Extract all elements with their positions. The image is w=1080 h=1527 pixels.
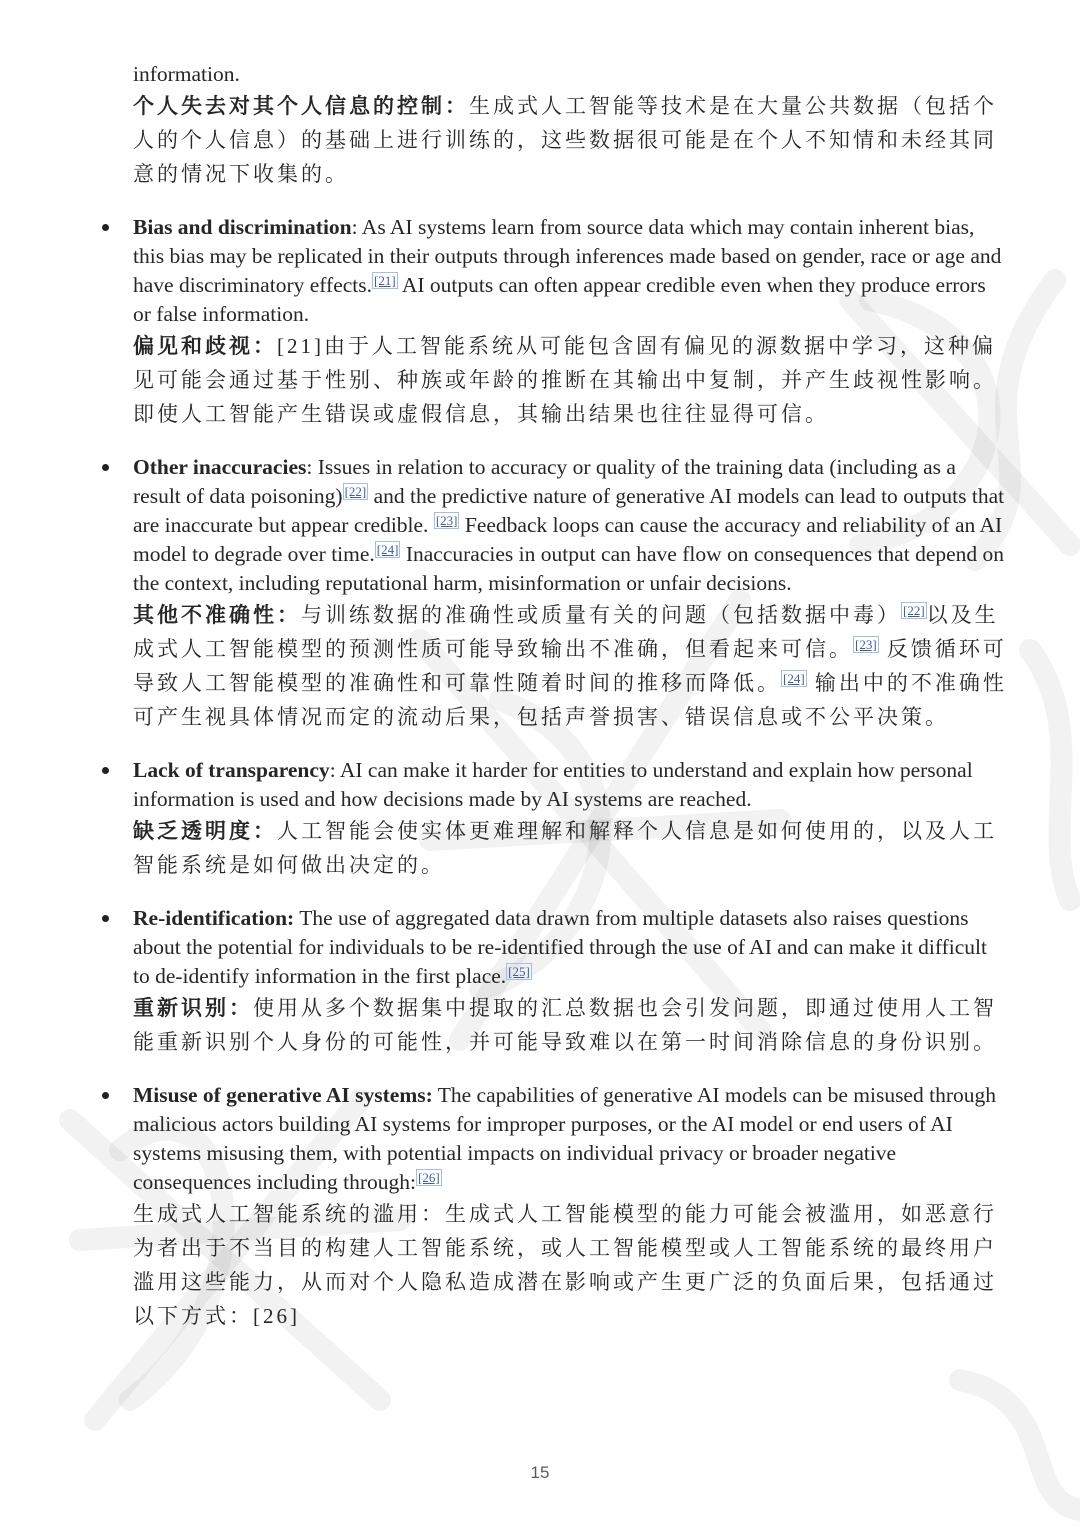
list-item-bias-discrimination bbox=[133, 213, 1007, 431]
footnote-ref bbox=[901, 603, 927, 618]
body-text: : Issues in relation to accuracy or quality of the training data (including as a result of data poisoning) bbox=[133, 455, 956, 508]
term-label: Misuse of generative AI systems: bbox=[133, 1083, 433, 1107]
footnote-ref-link[interactable]: [21] bbox=[374, 273, 396, 288]
list-item-re-identification bbox=[133, 904, 1007, 1059]
bullet-icon bbox=[102, 767, 109, 774]
footnote-ref-link[interactable]: [22] bbox=[344, 484, 367, 499]
bullet-paragraph bbox=[133, 1081, 1007, 1333]
body-text: 生成式人工智能系统的滥用：生成式人工智能模型的能力可能会被滥用，如恶意行为者出于不当目的构建人工智能系统，或人工智能模型或人工智能系统的最终用户滥用这些能力，从而对个人隐私造成潜在影响或产生更广泛的负面后果，包括通过以下方式：[26] bbox=[133, 1202, 997, 1328]
term-label: Re-identification: bbox=[133, 906, 295, 930]
list-item-misuse-generative-ai bbox=[133, 1081, 1007, 1333]
footnote-ref-link[interactable]: [24] bbox=[376, 542, 399, 557]
footnote-ref-link[interactable]: [26] bbox=[418, 1170, 440, 1185]
page-number: 15 bbox=[530, 1463, 550, 1482]
footnote-ref bbox=[853, 637, 879, 652]
footnote-ref-link[interactable]: [24] bbox=[783, 671, 805, 686]
footnote-ref-link[interactable]: [23] bbox=[435, 513, 458, 528]
term-label: 个人失去对其个人信息的控制： bbox=[133, 94, 469, 118]
body-text: 使用从多个数据集中提取的汇总数据也会引发问题，即通过使用人工智能重新识别个人身份的可能性，并可能导致难以在第一时间消除信息的身份识别。 bbox=[133, 996, 997, 1054]
body-text: [21]由于人工智能系统从可能包含固有偏见的源数据中学习，这种偏见可能会通过基于性别、种族或年龄的推断在其输出中复制，并产生歧视性影响。即使人工智能产生错误或虚假信息，其输出结果也往往显得可信。 bbox=[133, 334, 997, 426]
footnote-ref bbox=[343, 484, 369, 499]
bullet-icon bbox=[102, 224, 109, 231]
term-label: Lack of transparency bbox=[133, 758, 330, 782]
risk-bullet-list bbox=[133, 213, 1007, 1333]
term-label: Bias and discrimination bbox=[133, 215, 352, 239]
footnote-ref-link[interactable]: [23] bbox=[855, 637, 877, 652]
bullet-paragraph bbox=[133, 756, 1007, 882]
term-label: 缺乏透明度： bbox=[133, 819, 277, 843]
term-label: 重新识别： bbox=[133, 996, 253, 1020]
body-text: 与训练数据的准确性或质量有关的问题（包括数据中毒） bbox=[301, 603, 901, 627]
term-label: Other inaccuracies bbox=[133, 455, 307, 479]
paragraph-continuation bbox=[133, 60, 1007, 191]
body-text: : As AI systems learn from source data which may contain inherent bias, this bias may be replicated in their outputs through inferences made based on gender, race or age and have discriminatory effects. bbox=[133, 215, 1002, 297]
footnote-ref bbox=[372, 273, 398, 288]
footnote-ref bbox=[416, 1170, 442, 1185]
footnote-ref bbox=[434, 513, 460, 528]
term-label: 偏见和歧视： bbox=[133, 334, 277, 358]
term-label: 其他不准确性： bbox=[133, 603, 301, 627]
body-text: Feedback loops can cause the accuracy and reliability of an AI model to degrade over time. bbox=[133, 513, 1003, 566]
body-text: and the predictive nature of generative AI models can lead to outputs that are inaccurate but appear credible. bbox=[133, 484, 1005, 537]
body-text: The capabilities of generative AI models can be misused through malicious actors building AI systems for improper purposes, or the AI model or end users of AI systems misusing them, with potential impacts on individual privacy or broader negative consequences including through: bbox=[133, 1083, 996, 1194]
bullet-paragraph bbox=[133, 213, 1007, 431]
footnote-ref-link[interactable]: [25] bbox=[508, 964, 530, 979]
list-item-other-inaccuracies bbox=[133, 453, 1007, 734]
body-text: 输出中的不准确性可产生视具体情况而定的流动后果，包括声誉损害、错误信息或不公平决策。 bbox=[133, 671, 1007, 729]
body-text: AI outputs can often appear credible even when they produce errors or false information. bbox=[133, 273, 986, 326]
footnote-ref bbox=[781, 671, 807, 686]
footnote-ref-link[interactable]: [22] bbox=[903, 603, 925, 618]
bullet-icon bbox=[102, 1092, 109, 1099]
list-item-lack-of-transparency bbox=[133, 756, 1007, 882]
page-content bbox=[133, 60, 1007, 1333]
footnote-ref bbox=[506, 964, 532, 979]
body-text: 以及生成式人工智能模型的预测性质可能导致输出不准确，但看起来可信。 bbox=[133, 603, 999, 661]
bullet-paragraph bbox=[133, 453, 1007, 734]
body-text: The use of aggregated data drawn from multiple datasets also raises questions about the potential for individuals to be re-identified through the use of AI and can make it difficult to de-identify information in the first place. bbox=[133, 906, 987, 988]
footnote-ref bbox=[375, 542, 401, 557]
bullet-icon bbox=[102, 915, 109, 922]
bullet-icon bbox=[102, 464, 109, 471]
body-text: 反馈循环可导致人工智能模型的准确性和可靠性随着时间的推移而降低。 bbox=[133, 637, 1007, 695]
body-text: Inaccuracies in output can have flow on consequences that depend on the context, including reputational harm, misinformation or unfair decisions. bbox=[133, 542, 1005, 595]
body-text: 生成式人工智能等技术是在大量公共数据（包括个人的个人信息）的基础上进行训练的，这些数据很可能是在个人不知情和未经其同意的情况下收集的。 bbox=[133, 94, 997, 186]
body-text: 人工智能会使实体更难理解和解释个人信息是如何使用的，以及人工智能系统是如何做出决定的。 bbox=[133, 819, 997, 877]
body-text: : AI can make it harder for entities to understand and explain how personal information is used and how decisions made by AI systems are reached. bbox=[133, 758, 973, 811]
body-text: information. bbox=[133, 62, 240, 86]
bullet-paragraph bbox=[133, 904, 1007, 1059]
